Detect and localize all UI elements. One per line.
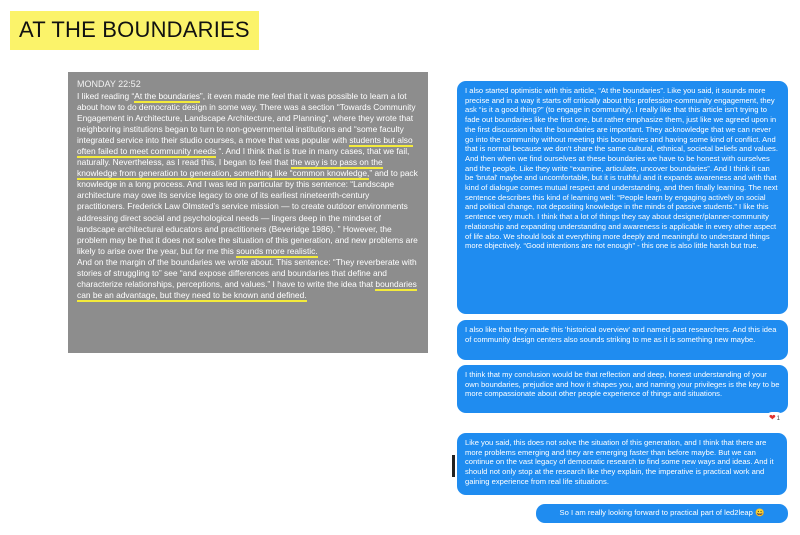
highlighted-text: the way is to pass on the knowledge from generation to generation, something like “common knowledge, bbox=[77, 157, 383, 179]
highlighted-text: students but also often failed to meet community needs bbox=[77, 135, 413, 157]
heart-icon: ❤ bbox=[768, 413, 776, 422]
note-body bbox=[77, 91, 419, 301]
page-title: AT THE BOUNDARIES bbox=[10, 11, 259, 50]
highlighted-text: At the boundaries bbox=[134, 91, 200, 101]
note-text: “. And I think that is true in many cases, that we fail, naturally. Nevertheless, as I read this, I began to feel that bbox=[77, 146, 410, 168]
text-cursor bbox=[452, 455, 455, 477]
chat-message[interactable]: I think that my conclusion would be that reflection and deep, honest understanding of your own boundaries, prejudice and how it shapes you, and naming your privileges is the key to be more compassionate about other people experience of things and situations. bbox=[457, 365, 788, 413]
chat-message[interactable]: I also started optimistic with this article, “At the boundaries”. Like you said, it sounds more precise and in a way it starts off critically about this profession-community engagement, they ask “is it a good thing?” (to engage in community). I really like that this article isn't trying to fade out boundaries like the first one, but rather emphasize them, just like we agreed upon in the first discussion that the boundaries are important. They acknowledge that we can never go into the community without meeting this boundaries and having some kind of conflict. And that is normal because we don't share the same cultural, ethnical, societal beliefs and values. And then when we find ourselves at these boundaries we have to be honest with ourselves and the people. Like they write “examine, articulate, uncover boundaries”. And I think it can be 'brutal' maybe and uncomfortable, but it is truthful and it expands awareness and with that kind of dialogue comes mutual respect and understanding, and then finally learning. The next sentence describes this kind of learning well: “People learn by engaging actively on social and political change, not depositing knowledge in the minds of passive students.” I like this sentence very much. I think that a lot of things they say about designer/planner-community relationship and expanding understanding and awareness is applicable in every other aspect of life also. We should look at everything more deeply and meaningful to understand things more objectively. “Good intentions are not enough” - this one is also little harsh but true. bbox=[457, 81, 788, 314]
reaction-count: 1 bbox=[776, 416, 781, 422]
chat-message[interactable]: Like you said, this does not solve the situation of this generation, and I think that there are more problems emerging and they are emerging faster than before maybe. But we can continue on the vast legacy of democratic research to find some new ways and ideas. And it should not only stop at the research like they explain, the imperative is practical work and gaining experience from real life situations. bbox=[457, 433, 787, 495]
chat-message[interactable]: I also like that they made this 'historical overview' and named past researchers. And this idea of community design centers also sounds striking to me as it is something new maybe. bbox=[457, 320, 788, 360]
note-timestamp: MONDAY 22:52 bbox=[77, 79, 141, 89]
chat-message[interactable]: So I am really looking forward to practical part of led2leap 😀 bbox=[536, 504, 788, 523]
note-text: And on the margin of the boundaries we wrote about. This sentence: “They reverberate with stories of struggling to” see “and expose differences and boundaries that define and characterize relationships, perceptions, and values.” I have to write the idea that bbox=[77, 256, 417, 289]
reaction-badge[interactable] bbox=[766, 412, 783, 424]
highlighted-text: boundaries can be an advantage, but they need to be known and defined. bbox=[77, 278, 417, 300]
highlighted-text: sounds more realistic. bbox=[236, 245, 318, 256]
note-text: ” and to pack knowledge in a long process. And I was led in particular by this sentence: “Landscape architecture may owe its service legacy to one of its earliest nineteenth-century practitioners. Frederick Law Olmsted’s service mission — to create outdoor environments addressing direct social and psychological needs — lingers deep in the mindset of landscape architectural educators and practitioners (Beveridge 1986). ” However, the problem may be that it does not solve the situation of this generation, and new problems are likely to arise over the year, but for me this bbox=[77, 168, 418, 256]
note-text: ”, it even made me feel that it was possible to learn a lot about how to do democratic design in some way. There was a section “Towards Community Engagement in Architecture, Landscape Architecture, and Planning”, where they wrote that neighboring institutions began to turn to non-governmental institutions and “some faculty integrated service into their studio courses, a move that was popular with bbox=[77, 91, 416, 146]
note-panel bbox=[68, 72, 428, 353]
note-text: I liked reading “ bbox=[77, 91, 135, 101]
